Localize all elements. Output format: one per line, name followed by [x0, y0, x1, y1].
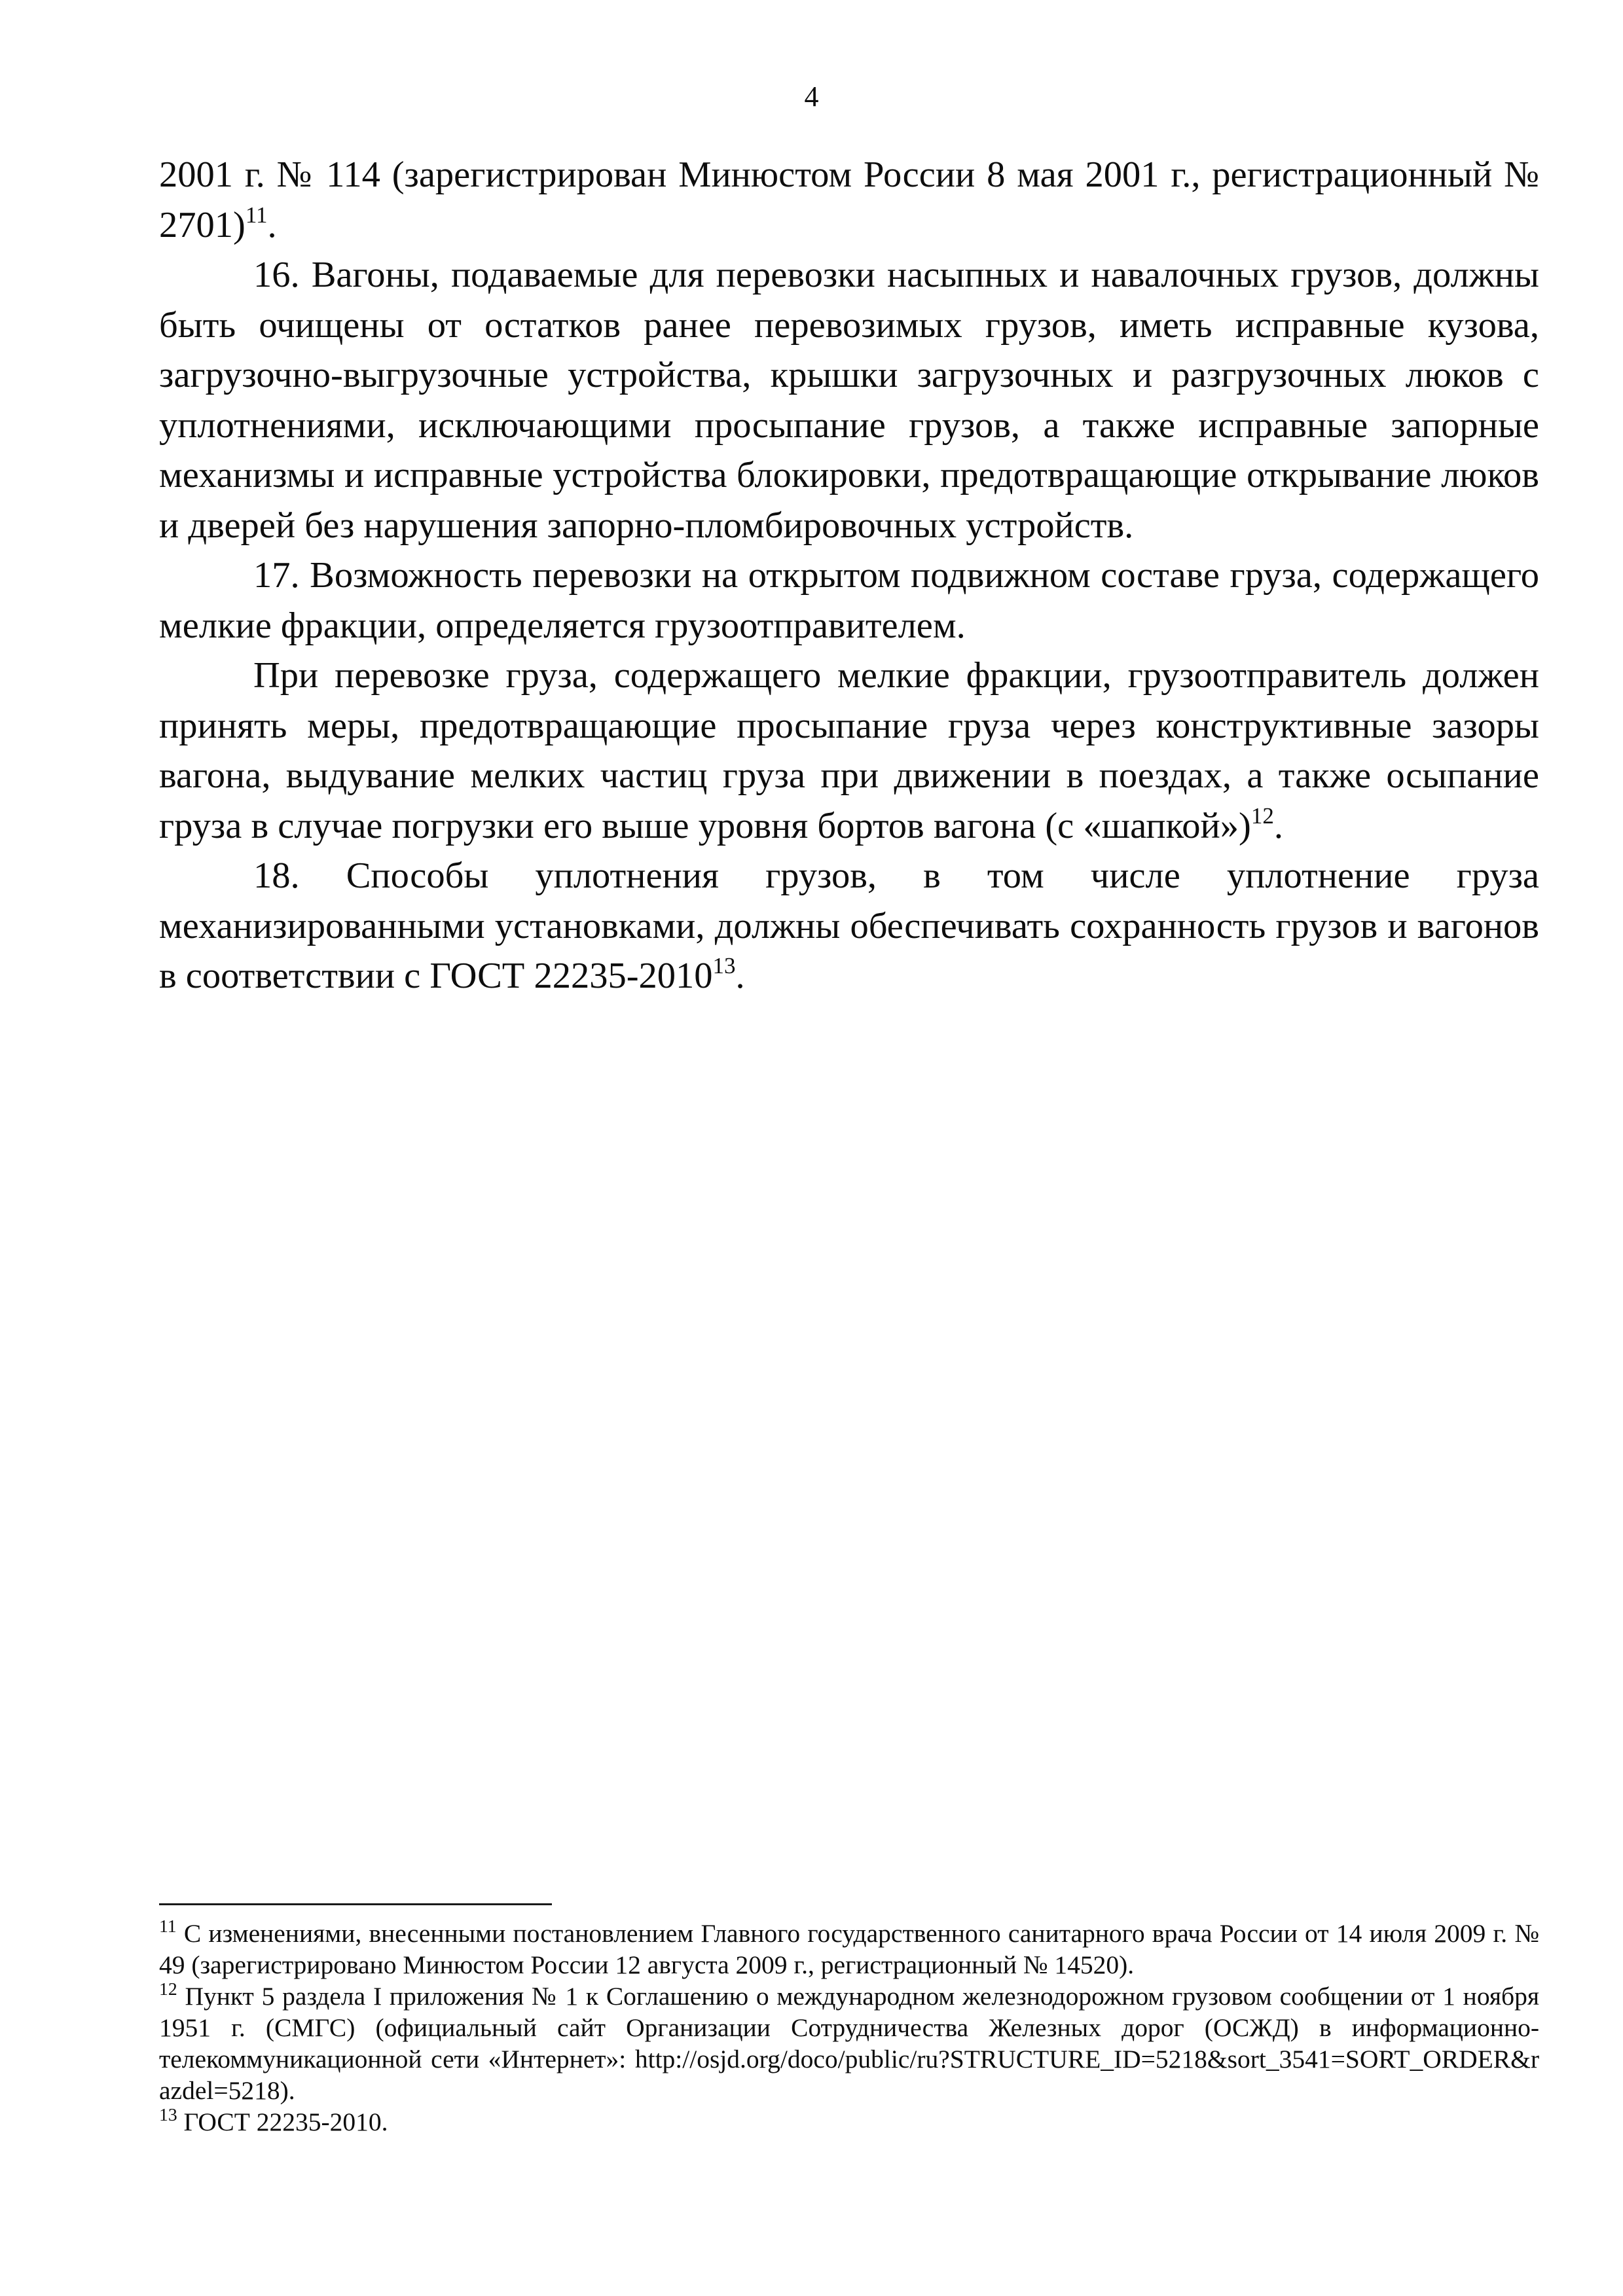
footnote-number: 13 [159, 2104, 177, 2125]
footnote-text: ГОСТ 22235-2010. [183, 2108, 388, 2136]
page-number: 4 [804, 81, 819, 113]
footnote-13 [159, 2106, 1539, 2138]
footnote-link[interactable]: http://osjd.org/doco/public/ru?STRUCTURE_ID=5218&sort_3541=SORT_ORDER&razdel=5218 [159, 2045, 1539, 2105]
footnote-separator [159, 1903, 552, 1905]
footnote-number: 11 [159, 1915, 177, 1936]
paragraph-tail: . [267, 204, 277, 245]
footnote-ref-11[interactable]: 11 [245, 202, 268, 228]
footnote-11 [159, 1915, 1540, 1981]
footnote-ref-13[interactable]: 13 [712, 953, 736, 979]
paragraph-continuation [159, 150, 1539, 250]
paragraph-17: 17. Возможность перевозки на открытом подвижном составе груза, содержащего мелкие фракции, определяется грузоотправителем. [159, 555, 1539, 646]
footnote-ref-12[interactable]: 12 [1250, 802, 1274, 829]
footnote-text: С изменениями, внесенными постановлением Главного государственного санитарного врача России от 14 июля 2009 г. № 49 (зарегистрировано Минюстом России 12 августа 2009 г., регистрационный № 14520). [159, 1919, 1540, 1979]
footnote-text: Пункт 5 раздела I приложения № 1 к Соглашению о международном железнодорожном грузовом сообщении от 1 ноября 1951 г. (СМГС) (официальный сайт Организации Сотрудничества Железных дорог (ОСЖД) в информационно-телекоммуникационной сети «Интернет»: [159, 1982, 1540, 2073]
paragraph-text: 2001 г. № 114 (зарегистрирован Минюстом России 8 мая 2001 г., регистрационный № 2701) [159, 154, 1539, 245]
paragraph-tail: . [1273, 805, 1283, 846]
paragraph-16: 16. Вагоны, подаваемые для перевозки насыпных и навалочных грузов, должны быть очищены от остатков ранее перевозимых грузов, иметь исправные кузова, загрузочно-выгрузочные устройства, крышки загрузочных и разгрузочных люков с уплотнениями, исключающими просыпание грузов, а также исправные запорные механизмы и исправные устройства блокировки, предотвращающие открывание люков и дверей без нарушения запорно-пломбировочных устройств. [159, 255, 1539, 546]
footnote-tail: ). [280, 2076, 295, 2105]
paragraph-text: При перевозке груза, содержащего мелкие фракции, грузоотправитель должен принять меры, предотвращающие просыпание груза через конструктивные зазоры вагона, выдувание мелких частиц груза при движении в поездах, а также осыпание груза в случае погрузки его выше уровня бортов вагона (с «шапкой») [159, 655, 1539, 846]
paragraph-text: 18. Способы уплотнения грузов, в том числе уплотнение груза механизированными установками, должны обеспечивать сохранность грузов и вагонов в соответствии с ГОСТ 22235-2010 [159, 855, 1539, 996]
paragraph-18 [159, 851, 1539, 1001]
footnotes [159, 1915, 1540, 2138]
paragraph-17-cont [159, 651, 1539, 851]
main-text [159, 150, 1539, 1001]
paragraph-tail: . [735, 956, 745, 996]
footnote-number: 12 [159, 1978, 177, 1999]
footnote-12 [159, 1978, 1540, 2106]
